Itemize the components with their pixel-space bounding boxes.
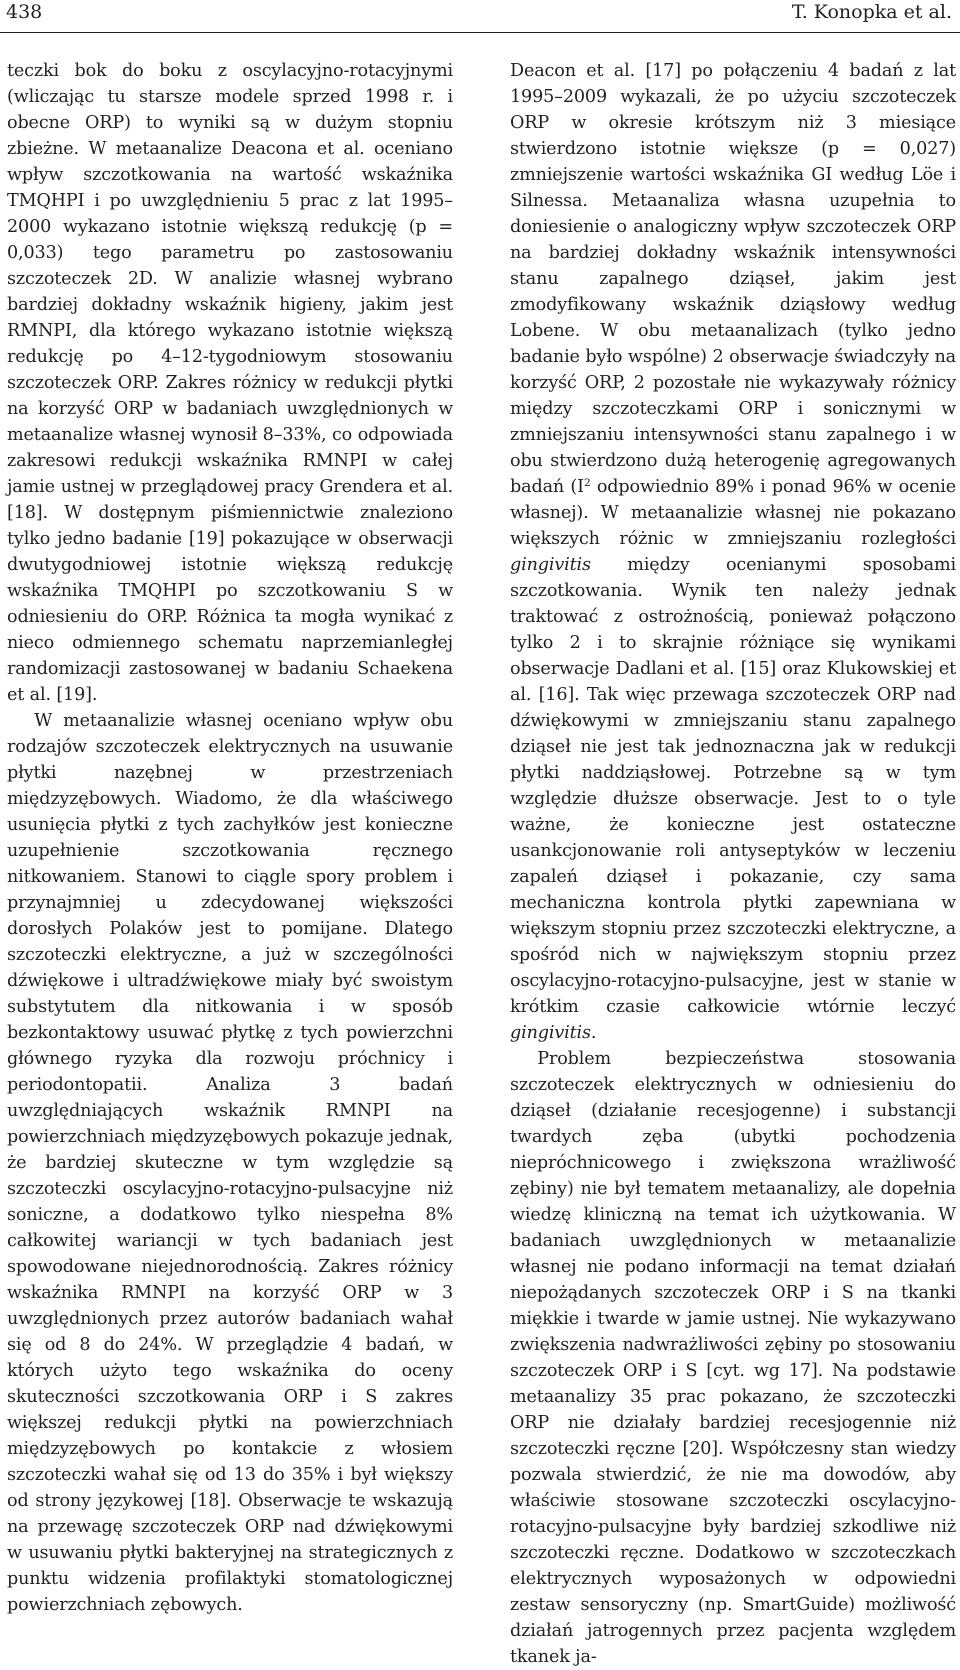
right-paragraph-1-text-a: Deacon et al. [17] po połączeniu 4 badań z lat 1995–2009 wykazali, że po użyciu szczoteczek ORP w okresie krótszym niż 3 miesiące stwierdzono istotnie większe (p = 0,027) zmniejszenie wartości wskaźnika GI według Löe i Silnessa. Metaanaliza własna uzupełnia to doniesienie o analogiczny wpływ szczoteczek ORP na bardziej dokładny wskaźnik intensywności stanu zapalnego dziąseł, jakim jest zmodyfikowany wskaźnik dziąsłowy według Lobene. W obu metaanalizach (tylko jedno badanie było wspólne) 2 obserwacje świadczyły na korzyść ORP, 2 pozostałe nie wykazywały różnicy między szczoteczkami ORP i sonicznymi w zmniejszaniu intensywności stanu zapalnego i w obu stwierdzono dużą heterogenię agregowanych badań (I — [510, 61, 956, 497]
italic-term-gingivitis-2: gingivitis — [510, 1023, 591, 1043]
right-paragraph-1 — [510, 58, 956, 1046]
right-paragraph-1-text-c: między ocenianymi sposobami szczotkowania. Wynik ten należy jednak traktować z ostrożnością, ponieważ połączono tylko 2 i to skrajnie różniące się wynikami obserwacje Dadlani et al. [15] oraz Klukowskiej et al. [16]. Tak więc przewaga szczoteczek ORP nad dźwiękowymi w zmniejszaniu stanu zapalnego dziąseł nie jest tak jednoznaczna jak w redukcji płytki naddziąsłowej. Potrzebne są w tym względzie dłuższe obserwacje. Jest to o tyle ważne, że konieczne jest ostateczne usankcjonowanie roli antyseptyków w leczeniu zapaleń dziąseł i pokazanie, czy sama mechaniczna kontrola płytki zapewniana w większym stopniu przez szczoteczki elektryczne, a spośród nich w największym stopniu przez oscylacyjno-rotacyjno-pulsacyjne, jest w stanie w krótkim czasie całkowicie wtórnie leczyć — [510, 555, 956, 1017]
running-head: T. Konopka et al. — [791, 1, 952, 23]
left-paragraph-2: W metaanalizie własnej oceniano wpływ obu rodzajów szczoteczek elektrycznych na usuwanie płytki nazębnej w przestrzeniach międzyzębowych. Wiadomo, że dla właściwego usunięcia płytki z tych zachyłków jest konieczne uzupełnienie szczotkowania ręcznego nitkowaniem. Stanowi to ciągle spory problem i przynajmniej u zdecydowanej większości dorosłych Polaków jest to pomijane. Dlatego szczoteczki elektryczne, a już w szczególności dźwiękowe i ultradźwiękowe miały być swoistym substytutem dla nitkowania i w sposób bezkontaktowy usuwać płytkę z tych powierzchni głównego ryzyka dla rozwoju próchnicy i periodontopatii. Analiza 3 badań uwzględniających wskaźnik RMNPI na powierzchniach międzyzębowych pokazuje jednak, że bardziej skuteczne w tym względzie są szczoteczki oscylacyjno-rotacyjno-pulsacyjne niż soniczne, a dodatkowo tylko niespełna 8% całkowitej wariancji w tych badaniach jest spowodowane niejednorodnością. Zakres różnicy wskaźnika RMNPI na korzyść ORP w 3 uwzględnionych przez autorów badaniach wahał się od 8 do 24%. W przeglądzie 4 badań, w których użyto tego wskaźnika do oceny skuteczności szczotkowania ORP i S zakres większej redukcji płytki na powierzchniach międzyzębowych po kontakcie z włosiem szczoteczki wahał się od 13 do 35% i był większy od strony językowej [18]. Obserwacje te wskazują na przewagę szczoteczek ORP nad dźwiękowymi w usuwaniu płytki bakteryjnej na strategicznych z punktu widzenia profilaktyki stomatologicznej powierzchniach zębowych. — [7, 711, 453, 1615]
page-number: 438 — [6, 1, 43, 23]
italic-term-gingivitis: gingivitis — [510, 555, 591, 575]
right-column — [510, 58, 956, 1670]
right-paragraph-1-text-d: . — [590, 1023, 597, 1043]
left-column — [7, 58, 453, 1618]
header-rule — [0, 32, 960, 33]
superscript-two: 2 — [583, 477, 591, 490]
right-paragraph-2: Problem bezpieczeństwa stosowania szczoteczek elektrycznych w odniesieniu do dziąseł (działanie recesjogenne) i substancji twardych zęba (ubytki pochodzenia niepróchnicowego i zwiększona wrażliwość zębiny) nie był tematem metaanalizy, ale dopełnia wiedzę kliniczną na temat ich użytkowania. W badaniach uwzględnionych w metaanalizie własnej nie podano informacji na temat działań niepożądanych szczoteczek ORP i S na tkanki miękkie i twarde w jamie ustnej. Nie wykazywano zwiększenia nadwrażliwości zębiny po stosowaniu szczoteczek ORP i S [cyt. wg 17]. Na podstawie metaanalizy 35 prac pokazano, że szczoteczki ORP nie działały bardziej recesjogennie niż szczoteczki ręczne [20]. Współczesny stan wiedzy pozwala stwierdzić, że nie ma dowodów, aby właściwie stosowane szczoteczki oscylacyjno-rotacyjno-pulsacyjne były bardziej szkodliwe niż szczoteczki ręczne. Dodatkowo w szczoteczkach elektrycznych wyposażonych w odpowiedni zestaw sensoryczny (np. SmartGuide) możliwość działań jatrogennych przez pacjenta względem tkanek ja- — [510, 1049, 956, 1667]
right-paragraph-1-text-b: odpowiednio 89% i ponad 96% w ocenie własnej). W metaanalizie własnej nie pokazano większych różnic w zmniejszaniu rozległości — [510, 477, 957, 549]
left-paragraph-1: teczki bok do boku z oscylacyjno-rotacyjnymi (wliczając tu starsze modele sprzed 1998 r. i obecne ORP) to wyniki są w dużym stopniu zbieżne. W metaanalize Deacona et al. oceniano wpływ szczotkowania na wartość wskaźnika TMQHPI i po uwzględnieniu 5 prac z lat 1995–2000 wykazano istotnie większą redukcję (p = 0,033) tego parametru po zastosowaniu szczoteczek 2D. W analizie własnej wybrano bardziej dokładny wskaźnik higieny, jakim jest RMNPI, dla którego wykazano istotnie większą redukcję po 4–12-tygodniowym stosowaniu szczoteczek ORP. Zakres różnicy w redukcji płytki na korzyść ORP w badaniach uwzględnionych w metaanalize własnej wynosił 8–33%, co odpowiada zakresowi redukcji wskaźnika RMNPI w całej jamie ustnej w przeglądowej pracy Grendera et al. [18]. W dostępnym piśmiennictwie znaleziono tylko jedno badanie [19] pokazujące w obserwacji dwutygodniowej istotnie większą redukcję wskaźnika TMQHPI po szczotkowaniu S w odniesieniu do ORP. Różnica ta mogła wynikać z nieco odmiennego schematu naprzemianległej randomizacji zastosowanej w badaniu Schaekena et al. [19]. — [7, 61, 453, 705]
